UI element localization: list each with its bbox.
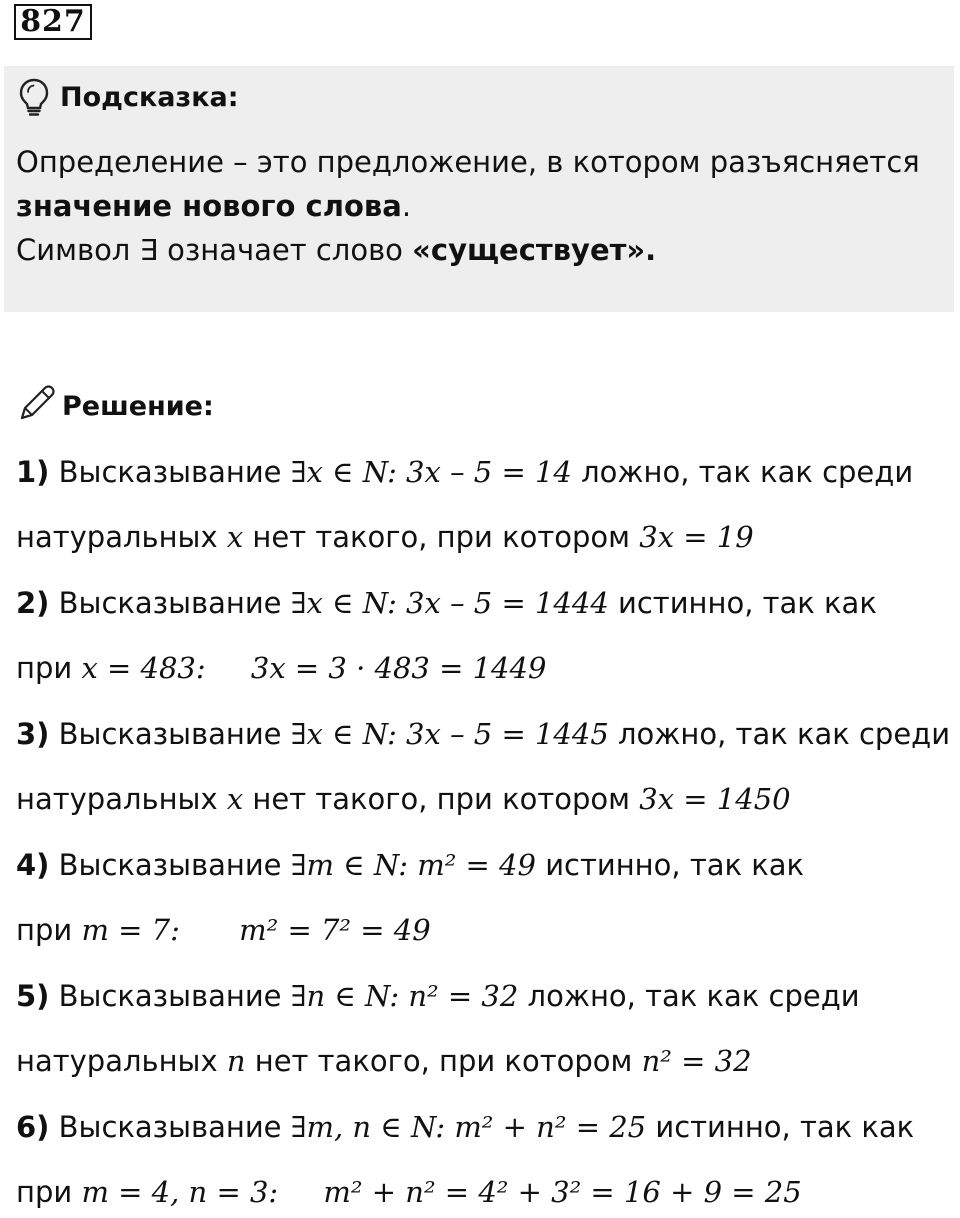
cont-variable: x bbox=[226, 782, 244, 816]
hint-text bbox=[16, 140, 946, 272]
item-word: Высказывание bbox=[58, 717, 282, 751]
hint-line-1: Определение – это предложение, в котором разъясняется bbox=[16, 145, 920, 179]
solution-header bbox=[16, 384, 214, 428]
solution-item-6 bbox=[16, 1109, 914, 1145]
cont-prefix: натуральных bbox=[16, 782, 218, 816]
cont-variable: x bbox=[226, 520, 244, 554]
solution-item-1 bbox=[16, 454, 913, 490]
hint-header bbox=[18, 76, 239, 118]
verdict-text: истинно, так как bbox=[545, 848, 805, 882]
solution-item-2 bbox=[16, 585, 877, 621]
hint-bold-word: «существует». bbox=[412, 233, 657, 267]
cont-math: n² = 32 bbox=[641, 1044, 752, 1078]
hint-box bbox=[4, 66, 954, 312]
cont-prefix: при bbox=[16, 651, 73, 685]
cont-math: 3x = 1450 bbox=[639, 782, 791, 816]
solution-item-4 bbox=[16, 847, 804, 883]
cont-condition: x = 483: bbox=[81, 651, 206, 685]
verdict-text: ложно, так как среди bbox=[581, 455, 914, 489]
hint-line-3 bbox=[16, 228, 946, 272]
cont-prefix: натуральных bbox=[16, 1044, 218, 1078]
hint-line-2 bbox=[16, 184, 946, 228]
item-word: Высказывание bbox=[58, 586, 282, 620]
cont-text: нет такого, при котором bbox=[252, 782, 631, 816]
solution-item-2-cont bbox=[16, 650, 546, 686]
item-number: 5) bbox=[16, 979, 50, 1013]
hint-line-3-text: Символ ∃ означает слово bbox=[16, 233, 413, 267]
solution-item-3-cont bbox=[16, 781, 791, 817]
hint-bold-phrase: значение нового слова bbox=[16, 189, 402, 223]
lightbulb-icon bbox=[18, 77, 50, 117]
item-number: 3) bbox=[16, 717, 50, 751]
statement-math: ∃m ∈ N: m² = 49 bbox=[290, 848, 536, 882]
hint-title: Подсказка: bbox=[60, 81, 239, 113]
cont-math: m² + n² = 4² + 3² = 16 + 9 = 25 bbox=[323, 1175, 802, 1209]
cont-text: нет такого, при котором bbox=[252, 520, 631, 554]
cont-condition: m = 4, n = 3: bbox=[81, 1175, 279, 1209]
cont-prefix: натуральных bbox=[16, 520, 218, 554]
verdict-text: истинно, так как bbox=[618, 586, 877, 620]
item-word: Высказывание bbox=[58, 979, 282, 1013]
cont-condition: m = 7: bbox=[81, 913, 180, 947]
solution-item-5-cont bbox=[16, 1043, 752, 1079]
cont-math: m² = 7² = 49 bbox=[239, 913, 431, 947]
statement-math: ∃n ∈ N: n² = 32 bbox=[290, 979, 519, 1013]
statement-math: ∃x ∈ N: 3x – 5 = 14 bbox=[290, 455, 572, 489]
solution-item-3 bbox=[16, 716, 950, 752]
solution-item-4-cont bbox=[16, 912, 431, 948]
cont-prefix: при bbox=[16, 913, 73, 947]
item-word: Высказывание bbox=[58, 848, 282, 882]
solution-item-6-cont bbox=[16, 1174, 802, 1210]
cont-math: 3x = 19 bbox=[639, 520, 754, 554]
item-number: 2) bbox=[16, 586, 50, 620]
cont-prefix: при bbox=[16, 1175, 73, 1209]
item-word: Высказывание bbox=[58, 1110, 282, 1144]
item-number: 1) bbox=[16, 455, 50, 489]
solution-item-5 bbox=[16, 978, 860, 1014]
statement-math: ∃x ∈ N: 3x – 5 = 1444 bbox=[290, 586, 609, 620]
solution-title: Решение: bbox=[62, 390, 214, 422]
cont-variable: n bbox=[226, 1044, 246, 1078]
item-number: 6) bbox=[16, 1110, 50, 1144]
hint-line-2-end: . bbox=[401, 189, 412, 223]
problem-number: 827 bbox=[14, 4, 92, 40]
item-word: Высказывание bbox=[58, 455, 282, 489]
statement-math: ∃x ∈ N: 3x – 5 = 1445 bbox=[290, 717, 609, 751]
solution-item-1-cont bbox=[16, 519, 754, 555]
statement-math: ∃m, n ∈ N: m² + n² = 25 bbox=[290, 1110, 647, 1144]
pencil-icon bbox=[16, 384, 58, 428]
verdict-text: ложно, так как среди bbox=[618, 717, 951, 751]
cont-math: 3x = 3 · 483 = 1449 bbox=[250, 651, 547, 685]
verdict-text: истинно, так как bbox=[655, 1110, 915, 1144]
cont-text: нет такого, при котором bbox=[254, 1044, 633, 1078]
item-number: 4) bbox=[16, 848, 50, 882]
verdict-text: ложно, так как среди bbox=[527, 979, 860, 1013]
